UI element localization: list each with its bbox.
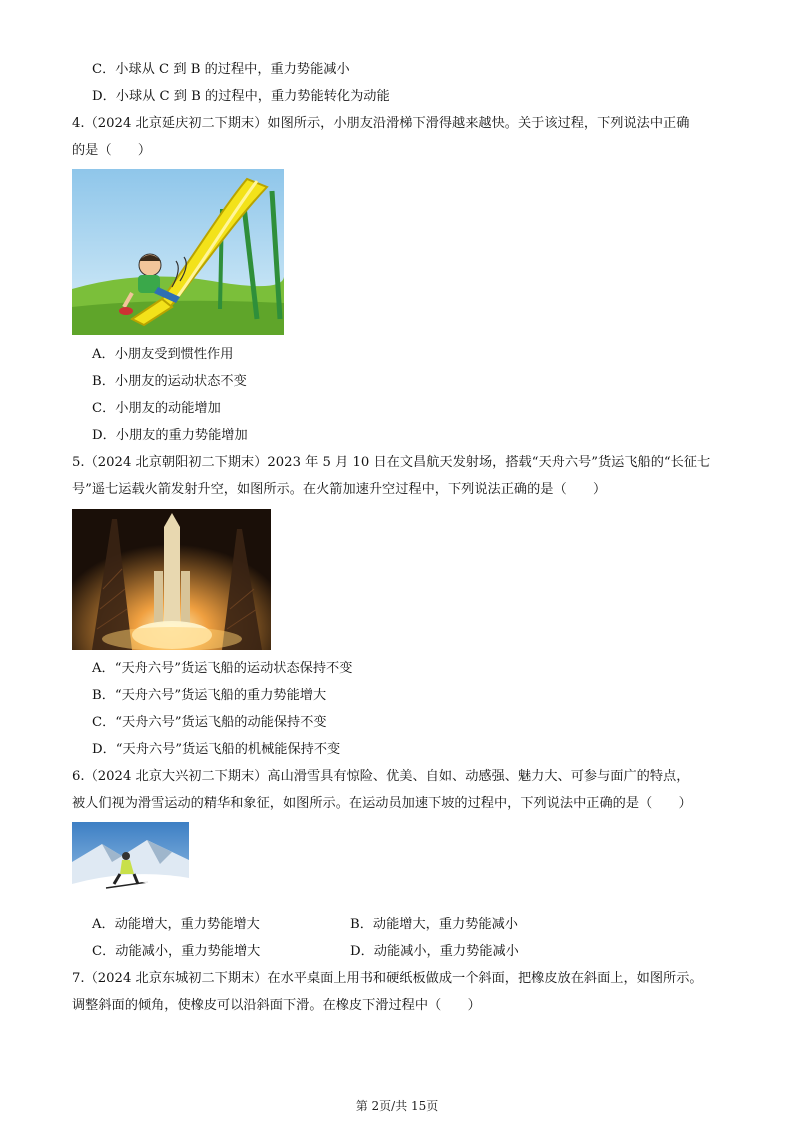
q5-option-c: C．“天舟六号”货运飞船的动能保持不变 [92, 715, 327, 730]
q5-option-b: B．“天舟六号”货运飞船的重力势能增大 [92, 688, 327, 703]
q5-option-d: D．“天舟六号”货运飞船的机械能保持不变 [92, 742, 341, 757]
q5-stem-line1: 5.（2024 北京朝阳初二下期末）2023 年 5 月 10 日在文昌航天发射场，搭载“天舟六号”货运飞船的“长征七 [72, 455, 711, 470]
q6-option-b: B．动能增大，重力势能减小 [350, 917, 518, 932]
q4-option-d: D．小朋友的重力势能增加 [92, 428, 248, 443]
rocket-launch-photo [72, 509, 271, 650]
q6-option-d: D．动能减小，重力势能减小 [350, 944, 519, 959]
q6-stem-line1: 6.（2024 北京大兴初二下期末）高山滑雪具有惊险、优美、自如、动感强、魅力大、可参与面广的特点， [72, 769, 690, 784]
page-footer: 第 2页/共 15页 [355, 1099, 439, 1113]
skier-photo [72, 822, 189, 906]
slide-figure [72, 169, 284, 335]
slide-illustration [72, 169, 284, 335]
q5-stem-line2: 号”遥七运载火箭发射升空，如图所示。在火箭加速升空过程中，下列说法正确的是（ ） [72, 482, 607, 497]
q6-stem-line2: 被人们视为滑雪运动的精华和象征，如图所示。在运动员加速下坡的过程中，下列说法中正确的是（ ） [72, 796, 692, 811]
q4-stem-line1: 4.（2024 北京延庆初二下期末）如图所示，小朋友沿滑梯下滑得越来越快。关于该过程，下列说法中正确 [72, 116, 690, 131]
q6-option-c: C．动能减小，重力势能增大 [92, 944, 261, 959]
q4-stem-line2: 的是（ ） [72, 143, 152, 158]
rocket-launch-image [72, 509, 271, 650]
q3-option-d: D．小球从 C 到 B 的过程中，重力势能转化为动能 [92, 89, 390, 104]
q4-option-b: B．小朋友的运动状态不变 [92, 374, 247, 389]
q7-stem-line1: 7.（2024 北京东城初二下期末）在水平桌面上用书和硬纸板做成一个斜面，把橡皮放在斜面上，如图所示。 [72, 971, 703, 986]
q4-option-a: A．小朋友受到惯性作用 [92, 347, 234, 362]
q3-option-c: C．小球从 C 到 B 的过程中，重力势能减小 [92, 62, 350, 77]
skier-image [72, 822, 189, 906]
q5-option-a: A．“天舟六号”货运飞船的运动状态保持不变 [92, 661, 353, 676]
q4-option-c: C．小朋友的动能增加 [92, 401, 221, 416]
q6-option-a: A．动能增大，重力势能增大 [92, 917, 260, 932]
q7-stem-line2: 调整斜面的倾角，使橡皮可以沿斜面下滑。在橡皮下滑过程中（ ） [72, 998, 481, 1013]
